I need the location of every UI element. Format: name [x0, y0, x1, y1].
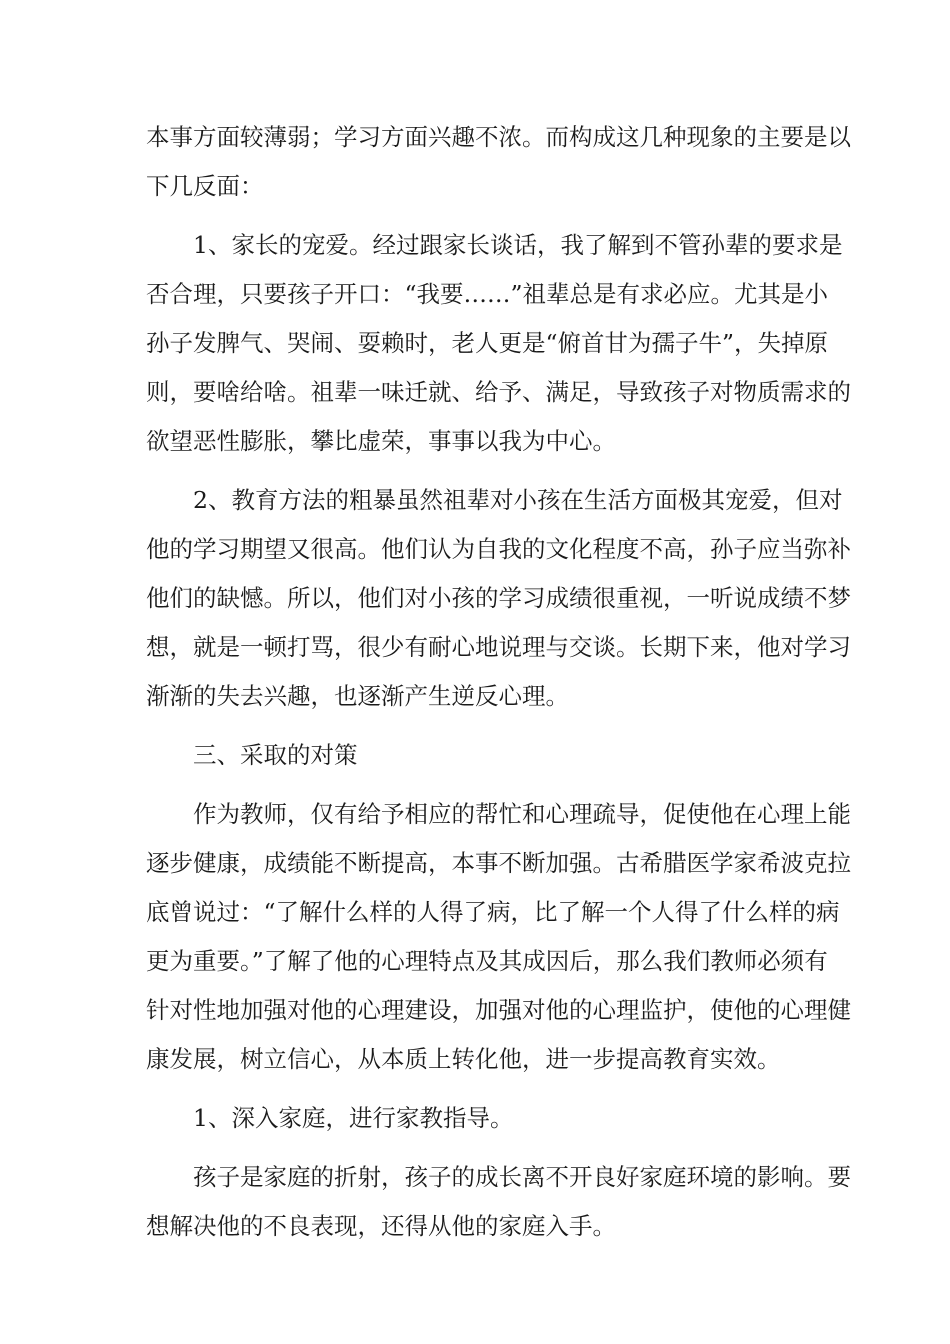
text-line: 他的学习期望又很高。他们认为自我的文化程度不高，孙子应当弥补 — [146, 535, 851, 563]
paragraph-teacher-role — [146, 790, 851, 1084]
text-line: 下几反面： — [146, 172, 264, 200]
section-heading: 三、采取的对策 — [193, 741, 358, 769]
text-line: 本事方面较薄弱；学习方面兴趣不浓。而构成这几种现象的主要是以 — [146, 123, 851, 151]
text-line: 1、家长的宠爱。经过跟家长谈话，我了解到不管孙辈的要求是 — [193, 231, 843, 259]
text-line: 则，要啥给啥。祖辈一味迁就、给予、满足，导致孩子对物质需求的 — [146, 378, 851, 406]
text-line: 否合理，只要孩子开口：“我要……”祖辈总是有求必应。尤其是小 — [146, 280, 829, 308]
paragraph-education-method — [146, 476, 851, 721]
text-line: 想解决他的不良表现，还得从他的家庭入手。 — [146, 1212, 616, 1240]
text-line: 底曾说过：“了解什么样的人得了病，比了解一个人得了什么样的病 — [146, 898, 840, 926]
text-line: 孙子发脾气、哭闹、耍赖时，老人更是“俯首甘为孺子牛”，失掉原 — [146, 329, 829, 357]
text-line: 他们的缺憾。所以，他们对小孩的学习成绩很重视，一听说成绩不梦 — [146, 584, 851, 612]
text-line: 2、教育方法的粗暴虽然祖辈对小孩在生活方面极其宠爱，但对 — [193, 486, 843, 514]
document-body — [146, 113, 851, 1251]
paragraph-parental-spoiling — [146, 221, 851, 466]
text-line: 作为教师，仅有给予相应的帮忙和心理疏导，促使他在心理上能 — [193, 800, 851, 828]
text-line: 逐步健康，成绩能不断提高，本事不断加强。古希腊医学家希波克拉 — [146, 849, 851, 877]
text-line: 渐渐的失去兴趣，也逐渐产生逆反心理。 — [146, 682, 569, 710]
subheading-family-guidance — [146, 1094, 808, 1143]
paragraph-continuation — [146, 113, 851, 211]
paragraph-family-environment — [146, 1153, 851, 1251]
text-line: 孩子是家庭的折射，孩子的成长离不开良好家庭环境的影响。要 — [193, 1163, 851, 1191]
section-heading-countermeasures — [146, 731, 808, 780]
subheading: 1、深入家庭，进行家教指导。 — [193, 1104, 514, 1132]
text-line: 想，就是一顿打骂，很少有耐心地说理与交谈。长期下来，他对学习 — [146, 633, 851, 661]
text-line: 更为重要。”了解了他的心理特点及其成因后，那么我们教师必须有 — [146, 947, 828, 975]
text-line: 欲望恶性膨胀，攀比虚荣，事事以我为中心。 — [146, 427, 616, 455]
text-line: 康发展，树立信心，从本质上转化他，进一步提高教育实效。 — [146, 1045, 781, 1073]
text-line: 针对性地加强对他的心理建设，加强对他的心理监护，使他的心理健 — [146, 996, 851, 1024]
